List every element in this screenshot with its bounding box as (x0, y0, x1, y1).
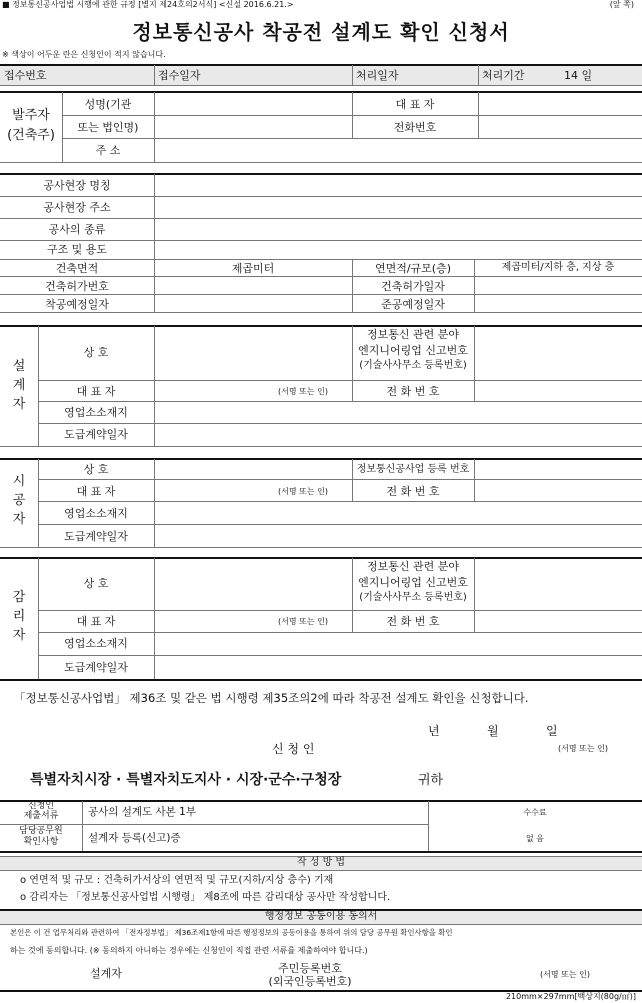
orderer-name-field[interactable] (156, 94, 350, 113)
addressee: 특별자치시장 · 특별자치도지사 · 시장·군수·구청장 (30, 772, 342, 788)
rule (0, 85, 642, 86)
submit-docs-label-2: 제출서류 (23, 811, 59, 821)
contractor-trade-name-label: 상 호 (83, 463, 109, 476)
permit-number-label: 건축허가번호 (45, 280, 109, 293)
supervisor-office-label: 영업소소재지 (64, 637, 128, 650)
paper-spec: 210mm×297mm[백상지(80g/㎡)] (505, 992, 636, 1001)
supervisor-office-field[interactable] (156, 634, 640, 653)
supervisor-reg-label-3: (기술사사무소 등록번호) (359, 592, 467, 603)
site-name-label: 공사현장 명칭 (43, 179, 111, 192)
orderer-address-field[interactable] (156, 140, 640, 160)
completion-date-label: 준공예정일자 (381, 298, 445, 311)
month-label: 월 (487, 724, 499, 738)
site-name-field[interactable] (156, 176, 640, 194)
designer-rep-field[interactable] (156, 382, 276, 399)
designer-sign-hint: (서명 또는 인) (278, 387, 328, 396)
site-address-label: 공사현장 주소 (43, 201, 111, 214)
designer-reg-label: 정보통신 관련 분야 (366, 328, 459, 341)
process-period-value: 14 일 (564, 69, 593, 82)
contractor-office-label: 영업소소재지 (64, 507, 128, 520)
designer-contract-label: 도급계약일자 (64, 428, 128, 441)
foreigner-number-label: (외국인등록번호) (268, 975, 352, 988)
orderer-address-label: 주 소 (95, 144, 121, 157)
shading-note: ※ 색상이 어두운 란은 신청인이 적지 않습니다. (2, 50, 166, 59)
site-address-field[interactable] (156, 198, 640, 216)
supervisor-trade-name-label: 상 호 (83, 577, 109, 590)
orderer-name-label-2: 또는 법인명) (77, 121, 139, 134)
instruction-item: o 감리자는 「정보통신공사업법 시행령」 제8조에 따른 감리대상 공사만 작성합니다. (20, 892, 391, 903)
contractor-office-field[interactable] (156, 503, 640, 522)
supervisor-reg-label-2: 엔지니어링업 신고번호 (358, 576, 468, 589)
receipt-number-label: 접수번호 (4, 69, 47, 82)
building-area-label: 건축면적 (55, 262, 99, 275)
start-date-field[interactable] (156, 296, 350, 310)
work-type-field[interactable] (156, 220, 640, 238)
page-side-label: (앞 쪽) (609, 0, 634, 9)
consent-text: 본인은 이 건 업무처리와 관련하여 「전자정부법」 제36조제1항에 따른 행정정보의 공동이용을 통하여 위의 담당 공무원 확인사항을 확인 (10, 928, 453, 937)
completion-date-field[interactable] (476, 296, 640, 310)
work-type-label: 공사의 종류 (48, 223, 106, 236)
consent-heading: 행정정보 공동이용 동의서 (264, 911, 378, 922)
supervisor-phone-label: 전 화 번 호 (386, 615, 440, 628)
permit-date-field[interactable] (476, 278, 640, 292)
form-reference: ■ 정보통신공사업법 시행에 관한 규정 [별지 제24호의2서식] <신설 2016.6.21.> (2, 0, 294, 9)
floor-area-unit: 제곱미터/지하 층, 지상 층 (501, 262, 615, 273)
receipt-date-label: 접수일자 (158, 69, 201, 82)
orderer-phone-field[interactable] (480, 117, 640, 136)
contractor-phone-field[interactable] (476, 481, 640, 499)
designer-rep-label: 대 표 자 (76, 385, 116, 398)
orderer-label: 발주자 (12, 108, 50, 123)
permit-number-field[interactable] (156, 278, 350, 292)
floor-area-label: 연면적/규모(층) (374, 262, 452, 275)
designer-reg-field[interactable] (476, 328, 640, 378)
structure-label: 구조 및 용도 (46, 243, 108, 256)
supervisor-section-label: 감 리 자 (12, 590, 26, 643)
contractor-rep-field[interactable] (156, 481, 276, 499)
designer-trade-name-label: 상 호 (83, 346, 109, 359)
contractor-rep-label: 대 표 자 (76, 485, 116, 498)
contractor-contract-label: 도급계약일자 (64, 530, 128, 543)
addressee-suffix: 귀하 (418, 773, 444, 788)
declaration-text: 「정보통신공사업법」 제36조 및 같은 법 시행령 제35조의2에 따라 착공전 설계도 확인을 신청합니다. (14, 691, 529, 705)
supervisor-contract-label: 도급계약일자 (64, 661, 128, 674)
instructions-heading: 작 성 방 법 (296, 857, 346, 868)
supervisor-rep-field[interactable] (156, 612, 276, 630)
applicant-label: 신 청 인 (272, 742, 315, 756)
supervisor-reg-field[interactable] (476, 560, 640, 608)
consent-sign-hint: (서명 또는 인) (540, 970, 590, 979)
contractor-contract-field[interactable] (156, 526, 640, 545)
verify-label: 담당공무원 (19, 826, 63, 836)
applicant-name-field[interactable] (340, 740, 550, 758)
designer-office-label: 영업소소재지 (64, 406, 128, 419)
consent-text-2: 하는 것에 동의합니다. (※ 동의하지 아니하는 경우에는 신청인이 직접 관련 서류를 제출하여야 합니다.) (10, 946, 368, 955)
supervisor-phone-field[interactable] (476, 612, 640, 630)
page-title: 정보통신공사 착공전 설계도 확인 신청서 (132, 20, 510, 44)
resident-number-label: 주민등록번호 (278, 962, 342, 975)
rule (0, 64, 642, 66)
contractor-reg-label: 정보통신공사업 등록 번호 (356, 464, 470, 475)
designer-section-label: 설 계 자 (12, 359, 26, 412)
orderer-rep-label: 대 표 자 (395, 98, 435, 111)
consent-sign-field[interactable] (384, 964, 534, 986)
supervisor-sign-hint: (서명 또는 인) (278, 617, 328, 626)
orderer-name-label: 성명(기관 (84, 98, 132, 111)
supervisor-contract-field[interactable] (156, 657, 640, 677)
fee-value: 없 음 (526, 834, 544, 843)
fee-label: 수수료 (523, 808, 547, 817)
supervisor-rep-label: 대 표 자 (76, 615, 116, 628)
supervisor-reg-label: 정보통신 관련 분야 (366, 560, 459, 573)
orderer-sublabel: (건축주) (7, 128, 55, 143)
orderer-phone-label: 전화번호 (393, 121, 437, 134)
process-period-label: 처리기간 (482, 69, 525, 82)
designer-trade-name-field[interactable] (156, 328, 350, 378)
building-area-unit: 제곱미터 (231, 262, 275, 275)
contractor-trade-name-field[interactable] (156, 461, 350, 477)
contractor-sign-hint: (서명 또는 인) (278, 487, 328, 496)
contractor-reg-field[interactable] (476, 461, 640, 477)
instruction-item: o 연면적 및 규모 : 건축허가서상의 연면적 및 규모(지하/지상 층수) 기재 (20, 875, 334, 886)
contractor-section-label: 시 공 자 (12, 474, 26, 527)
designer-phone-field[interactable] (476, 382, 640, 399)
day-label: 일 (546, 724, 558, 738)
orderer-rep-field[interactable] (480, 94, 640, 113)
contractor-phone-label: 전 화 번 호 (386, 485, 440, 498)
verify-label-2: 확인사항 (23, 837, 59, 847)
year-label: 년 (428, 724, 440, 738)
verify-doc-item: 설계자 등록(신고)증 (88, 832, 181, 844)
designer-phone-label: 전 화 번 호 (386, 385, 440, 398)
start-date-label: 착공예정일자 (45, 298, 109, 311)
designer-reg-label-2: 엔지니어링업 신고번호 (358, 344, 468, 357)
applicant-sign-hint: (서명 또는 인) (558, 744, 608, 753)
process-date-label: 처리일자 (356, 69, 399, 82)
receipt-row (0, 65, 642, 85)
supervisor-trade-name-field[interactable] (156, 560, 350, 608)
structure-field[interactable] (156, 242, 640, 257)
designer-office-field[interactable] (156, 403, 640, 421)
permit-date-label: 건축허가일자 (381, 280, 445, 293)
designer-contract-field[interactable] (156, 425, 640, 444)
designer-reg-label-3: (기술사사무소 등록번호) (359, 360, 467, 371)
consent-designer-label: 설계자 (90, 967, 122, 980)
submit-docs-label: 신청인 (27, 801, 55, 811)
submit-doc-item: 공사의 설계도 사본 1부 (88, 806, 196, 818)
